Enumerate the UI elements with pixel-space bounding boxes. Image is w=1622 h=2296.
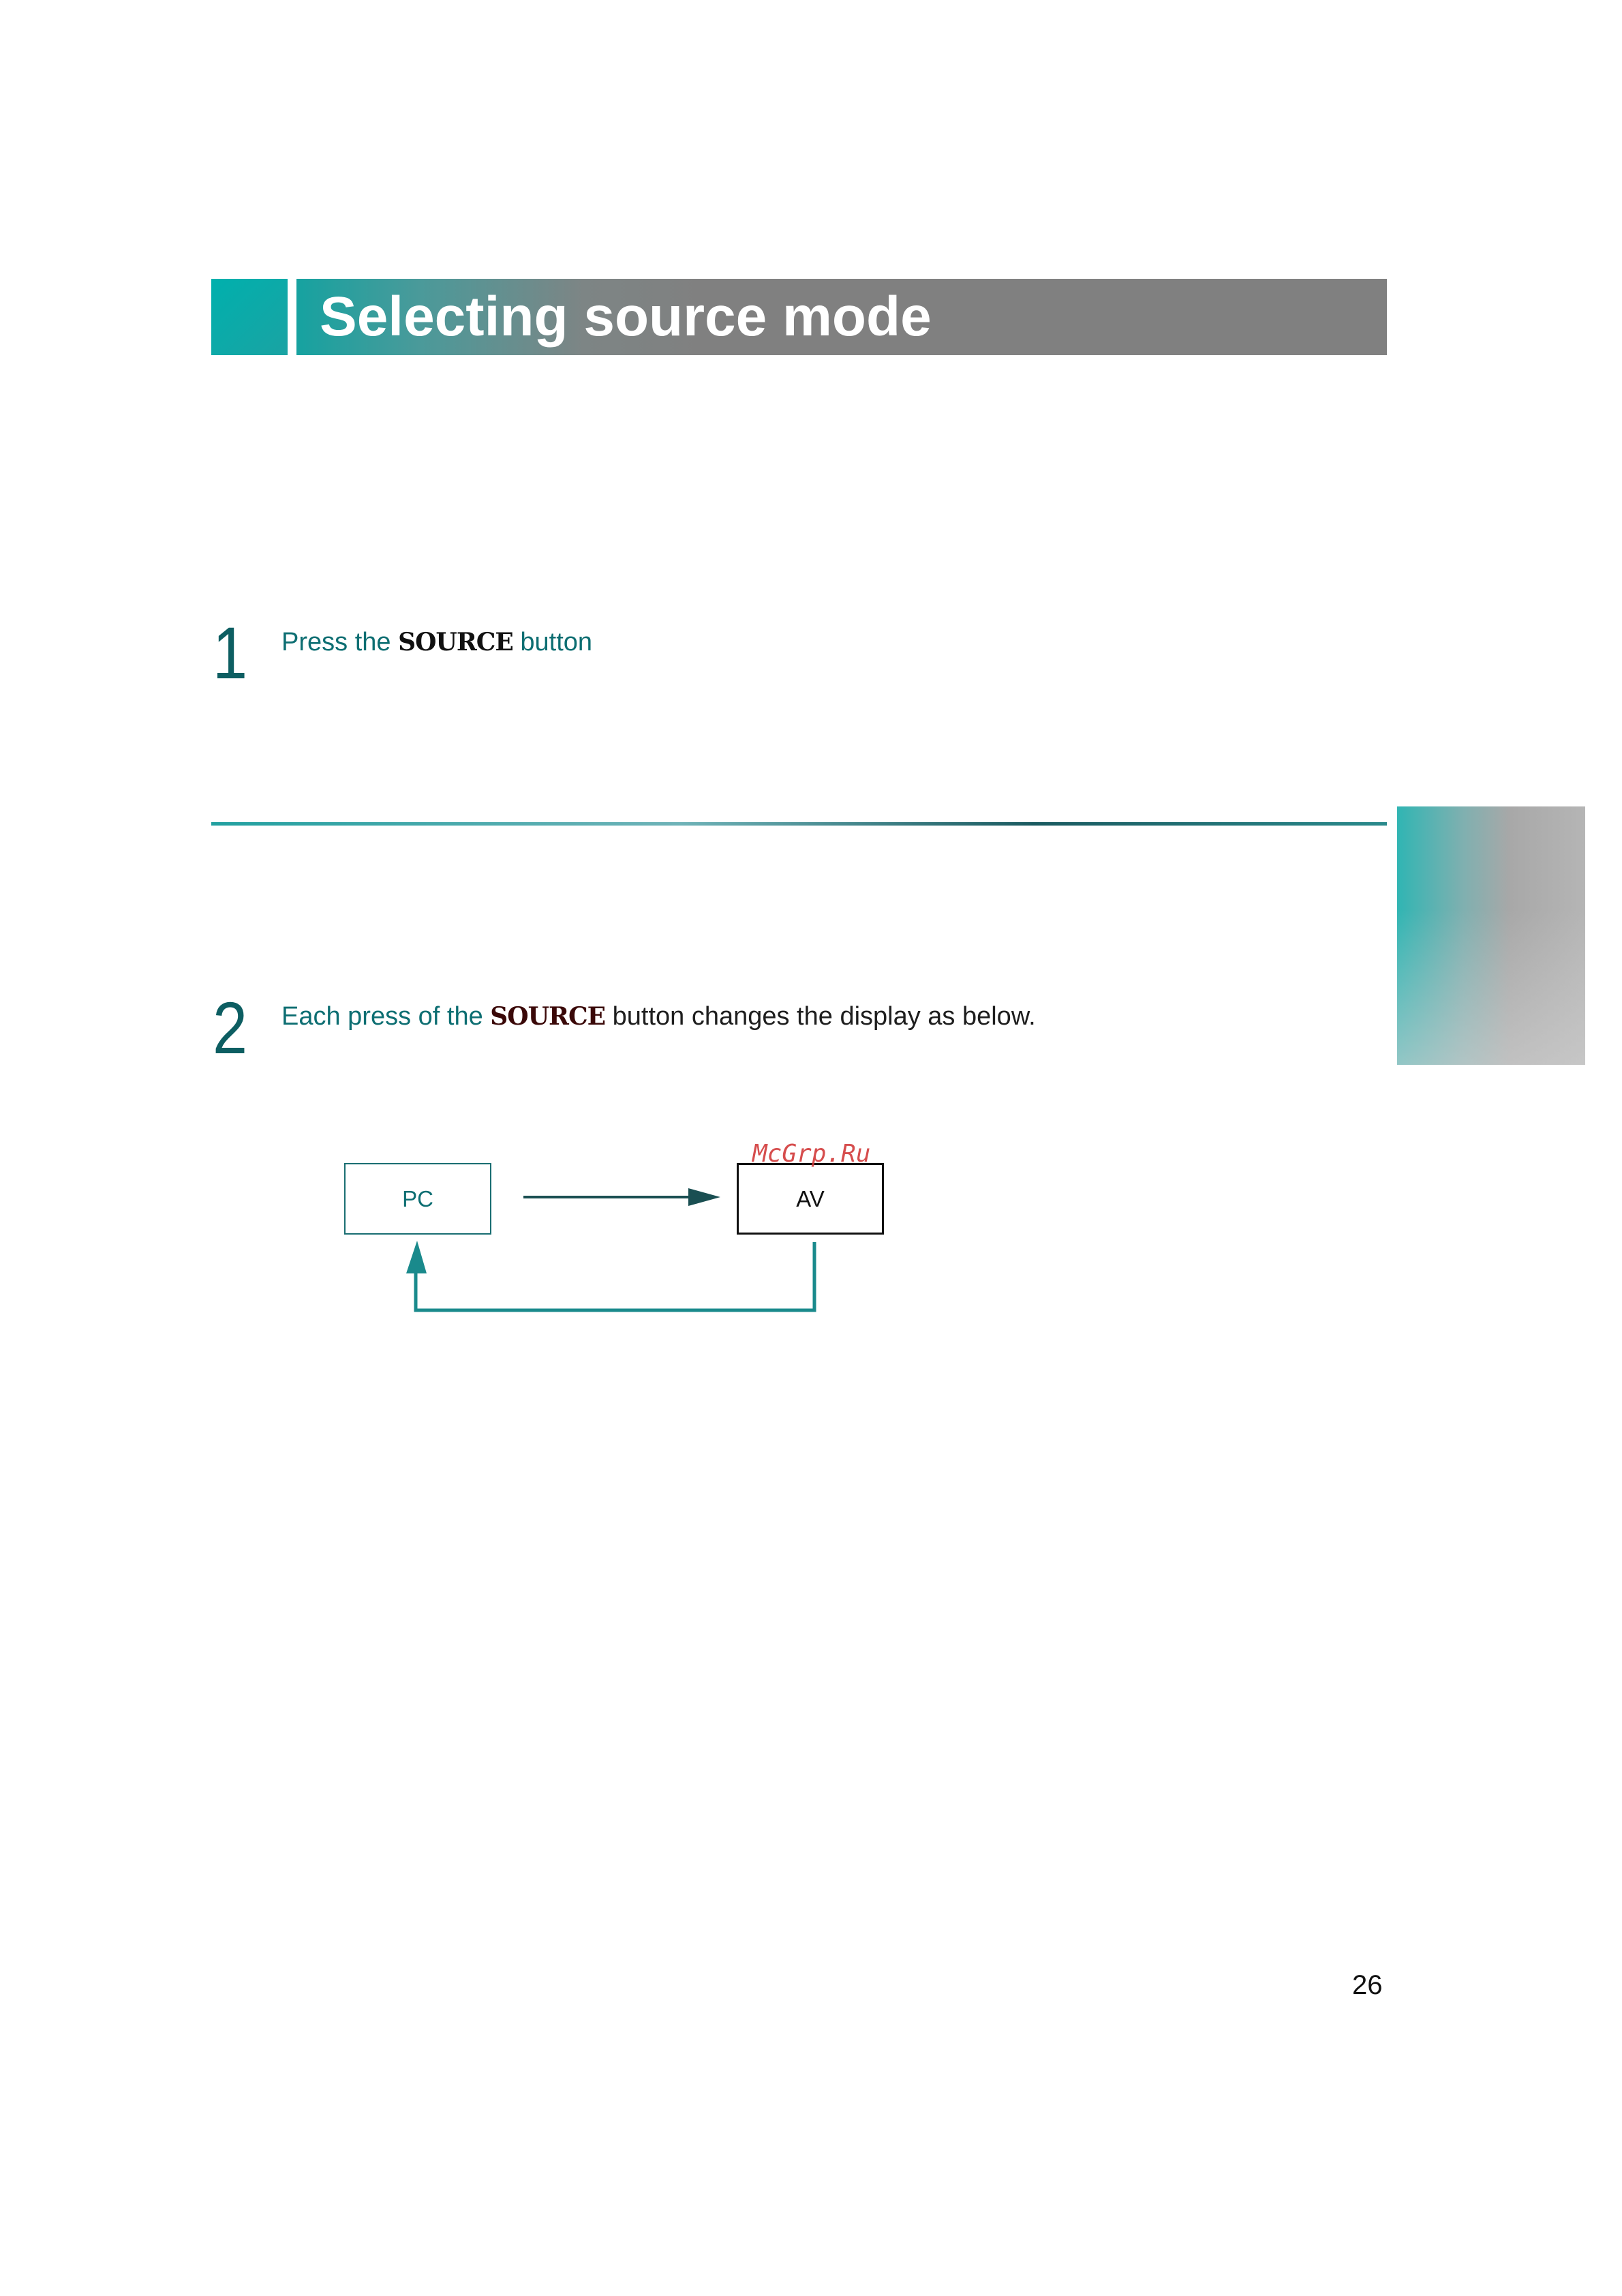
step-1-text-after: button [512,628,593,656]
step-1-number: 1 [213,611,245,694]
arrow-av-to-pc-line [416,1242,814,1310]
page-number: 26 [1352,1970,1383,2000]
step-2-keyword: SOURCE [490,1002,606,1031]
page-title: Selecting source mode [320,286,932,348]
step-2-text-before: Each press of the [281,1002,491,1031]
step-1-text-before: Press the [281,628,399,656]
step-2-number: 2 [213,986,245,1069]
watermark: McGrp.Ru [752,1140,871,1168]
arrow-pc-to-av-head [688,1188,720,1206]
arrow-av-to-pc-head [406,1241,427,1273]
step-1-keyword: SOURCE [398,628,513,656]
mode-box-av: AV [737,1163,884,1235]
step-2-text-after: button changes the display as below. [605,1002,1036,1031]
mode-box-pc: PC [344,1163,491,1235]
